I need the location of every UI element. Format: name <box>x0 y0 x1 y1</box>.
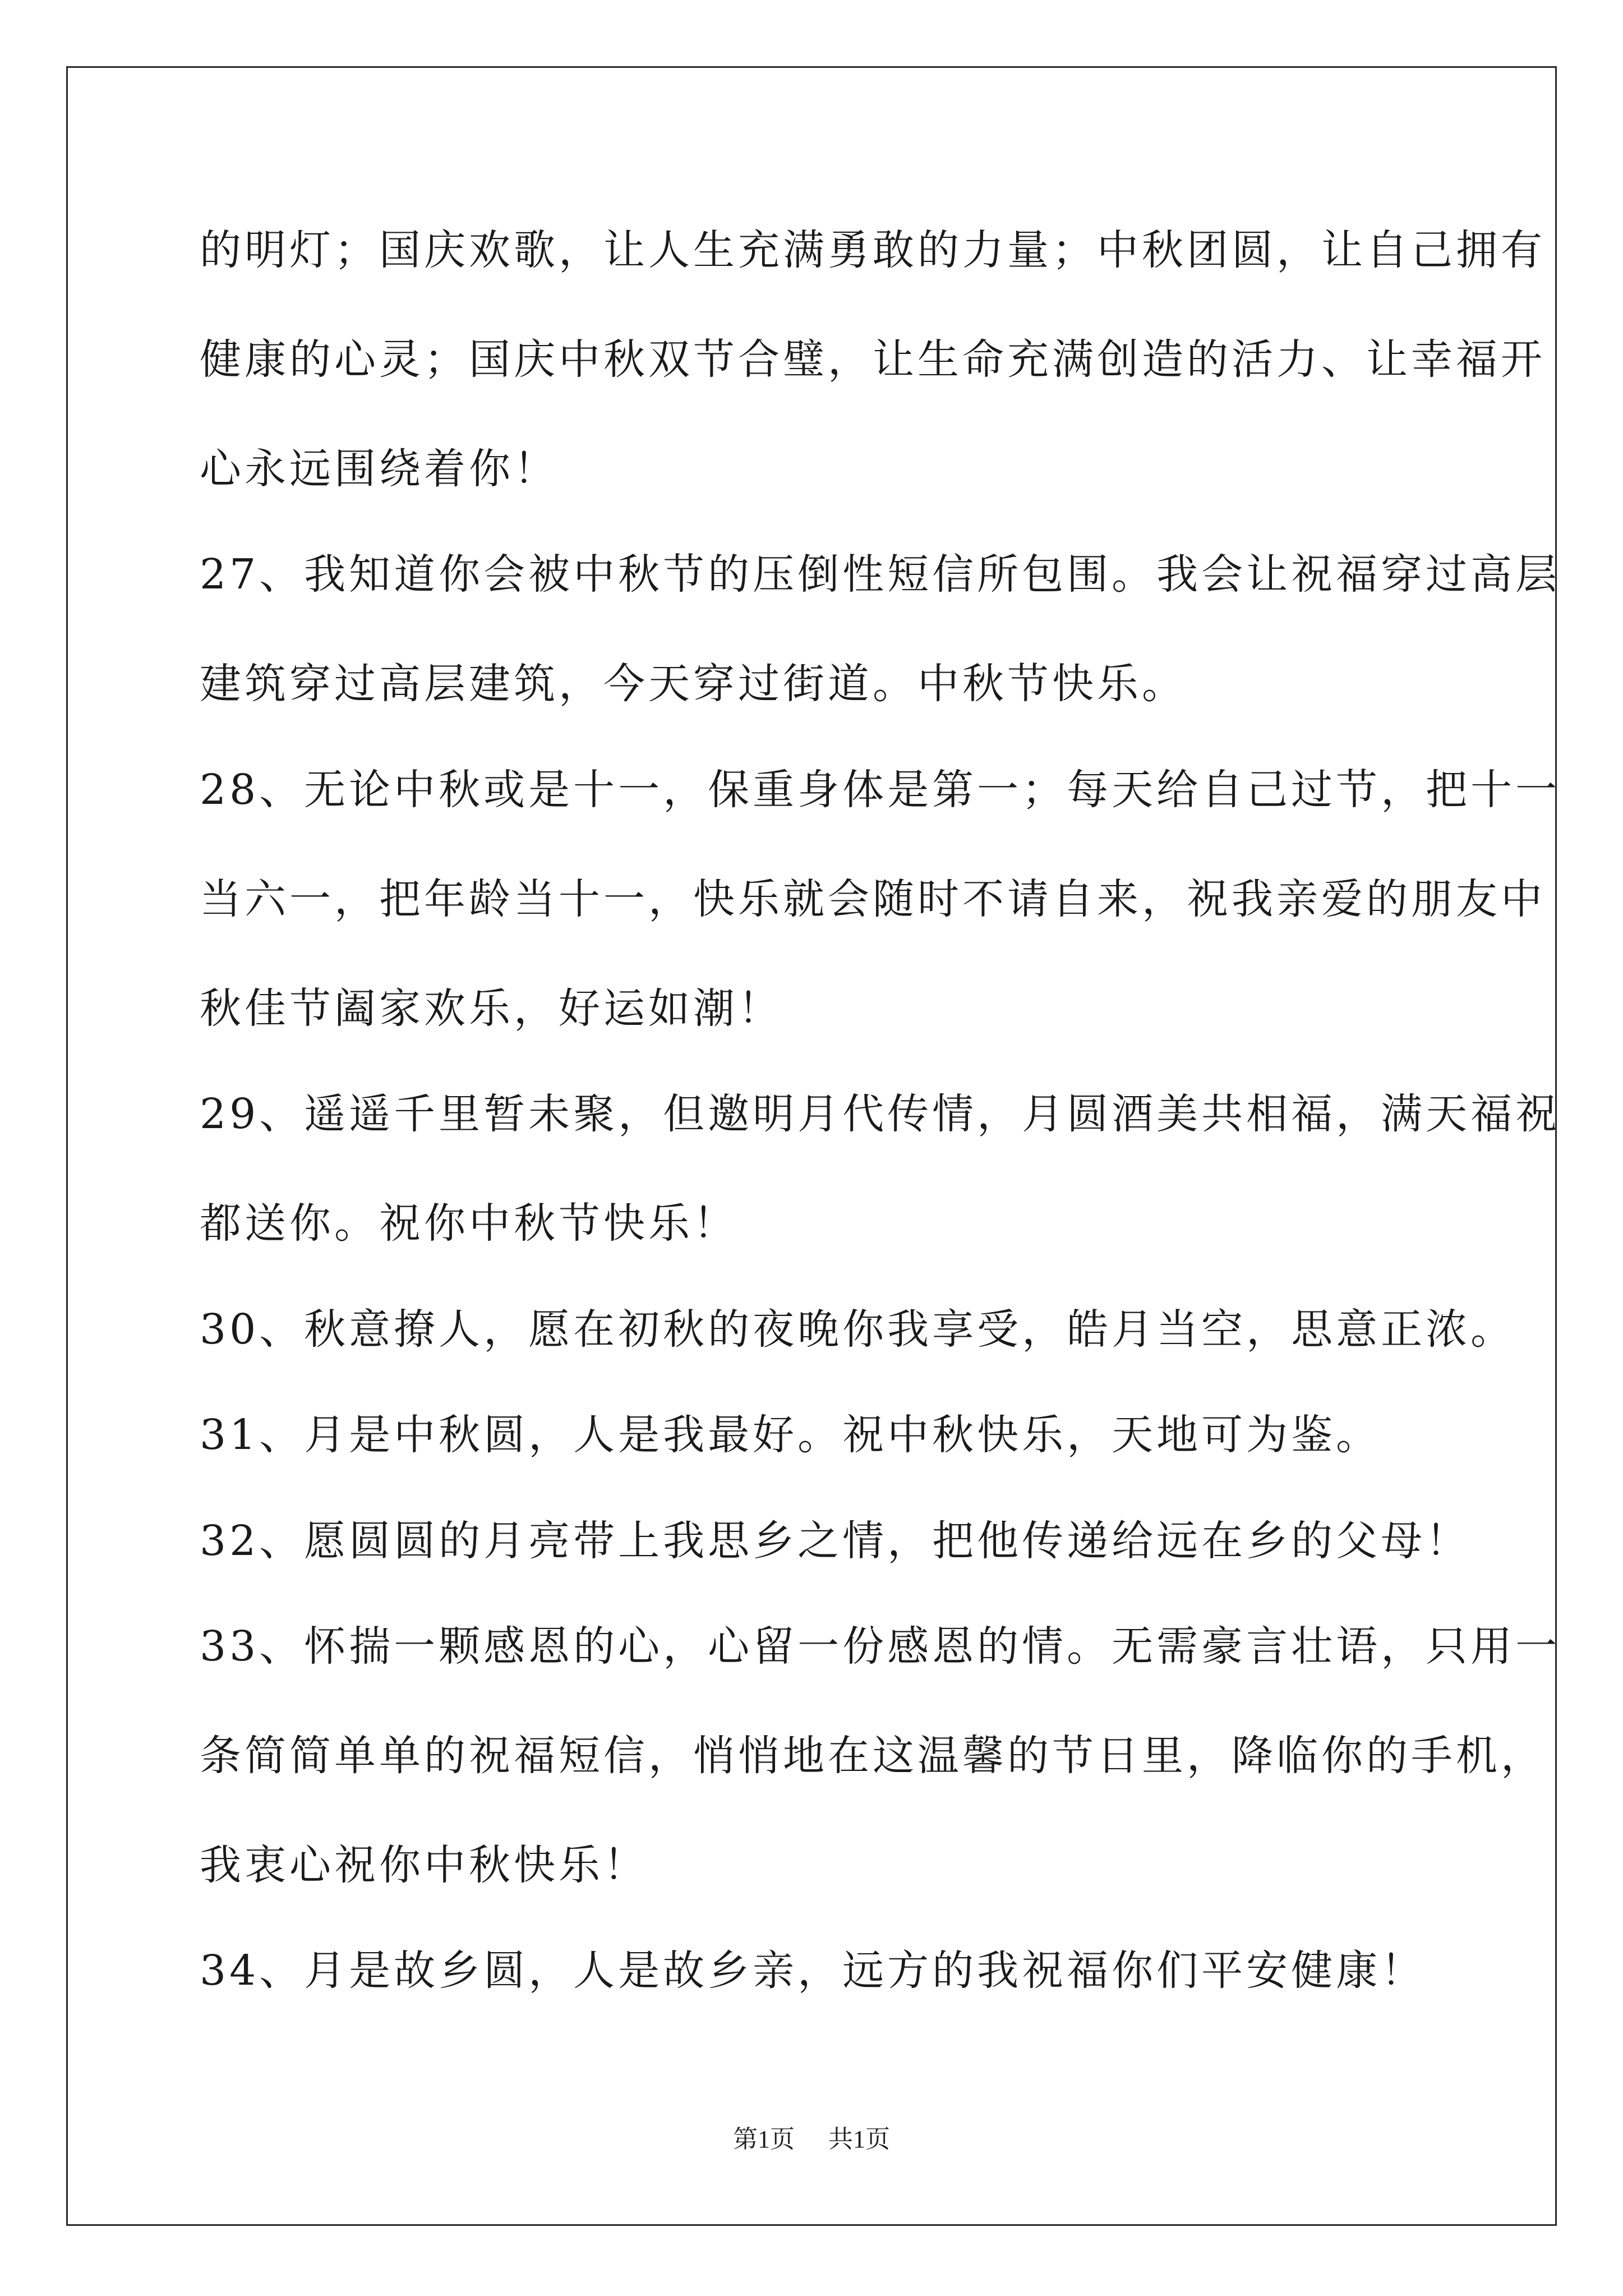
text-line: 28、无论中秋或是十一，保重身体是第一；每天给自己过节，把十一 <box>200 766 1561 814</box>
text-line: 30、秋意撩人，愿在初秋的夜晚你我享受，皓月当空，思意正浓。 <box>200 1305 1516 1354</box>
text-line: 当六一，把年龄当十一，快乐就会随时不请自来，祝我亲爱的朋友中 <box>200 875 1546 923</box>
text-line: 的明灯；国庆欢歌，让人生充满勇敢的力量；中秋团圆，让自己拥有 <box>200 226 1546 274</box>
text-line: 条简简单单的祝福短信，悄悄地在这温馨的节日里，降临你的手机， <box>200 1732 1546 1780</box>
text-line: 我衷心祝你中秋快乐！ <box>200 1841 648 1889</box>
text-line: 建筑穿过高层建筑，今天穿过街道。中秋节快乐。 <box>200 660 1187 708</box>
text-line: 健康的心灵；国庆中秋双节合璧，让生命充满创造的活力、让幸福开 <box>200 335 1546 384</box>
text-line: 32、愿圆圆的月亮带上我思乡之情，把他传递给远在乡的父母！ <box>200 1517 1471 1565</box>
text-line: 33、怀揣一颗感恩的心，心留一份感恩的情。无需豪言壮语，只用一 <box>200 1622 1561 1671</box>
page-number-current: 第1页 <box>733 2125 795 2153</box>
text-line: 27、我知道你会被中秋节的压倒性短信所包围。我会让祝福穿过高层 <box>200 550 1561 599</box>
page-footer <box>0 2123 1623 2156</box>
page-number-total: 共1页 <box>828 2125 890 2153</box>
text-line: 心永远围绕着你！ <box>200 445 559 493</box>
text-line: 31、月是中秋圆，人是我最好。祝中秋快乐，天地可为鉴。 <box>200 1411 1381 1459</box>
text-line: 秋佳节阖家欢乐，好运如潮！ <box>200 984 783 1033</box>
text-line: 29、遥遥千里暂未聚，但邀明月代传情，月圆酒美共相福，满天福祝 <box>200 1090 1561 1138</box>
text-line: 34、月是故乡圆，人是故乡亲，远方的我祝福你们平安健康！ <box>200 1947 1426 1995</box>
text-line: 都送你。祝你中秋节快乐！ <box>200 1199 738 1248</box>
